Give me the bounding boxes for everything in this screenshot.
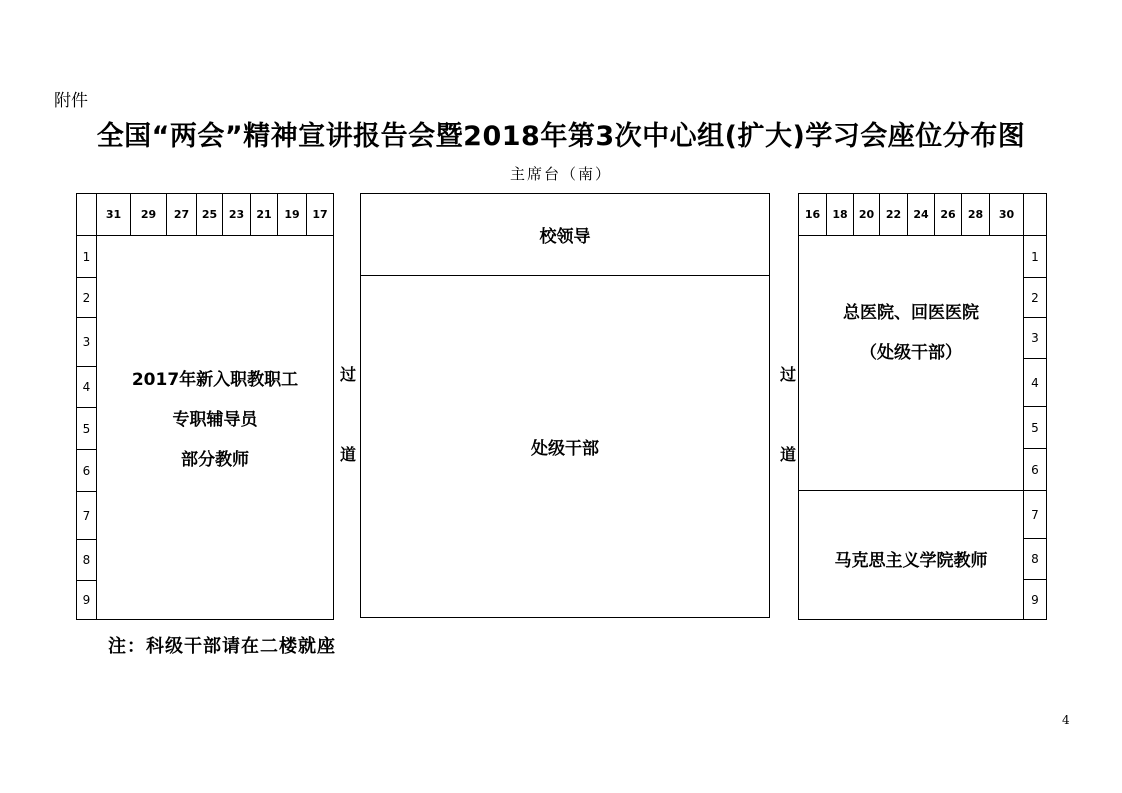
school-leaders-area: 校领导	[361, 194, 769, 276]
left-section-label	[97, 236, 334, 620]
right-corner-cell	[1024, 194, 1047, 236]
right-row-number: 8	[1024, 539, 1047, 580]
left-aisle-bottom: 道	[339, 445, 356, 464]
right-row-number: 7	[1024, 491, 1047, 539]
left-row-number: 7	[77, 492, 97, 540]
right-seat-number: 18	[827, 194, 854, 236]
left-corner-cell	[77, 194, 97, 236]
marxism-school-area: 马克思主义学院教师	[799, 491, 1024, 620]
left-seat-number: 25	[197, 194, 223, 236]
center-seating-section	[360, 193, 770, 618]
left-seating-section	[76, 193, 334, 620]
right-aisle-bottom: 道	[779, 445, 796, 464]
right-seating-section	[798, 193, 1047, 620]
left-row-number: 2	[77, 278, 97, 318]
page-title: 全国“两会”精神宣讲报告会暨2018年第3次中心组(扩大)学习会座位分布图	[96, 121, 1026, 152]
footnote: 注：科级干部请在二楼就座	[108, 636, 336, 657]
right-seat-number: 22	[880, 194, 908, 236]
right-row-number: 3	[1024, 318, 1047, 359]
left-seat-number: 21	[251, 194, 278, 236]
left-label-line: 专职辅导员	[172, 409, 258, 430]
left-seat-number: 23	[223, 194, 251, 236]
left-label-line: 2017年新入职教职工	[131, 369, 299, 390]
hospitals-label-line: （处级干部）	[860, 343, 962, 363]
hospitals-label-line: 总医院、回医医院	[843, 303, 979, 323]
left-row-number: 8	[77, 540, 97, 581]
left-row-number: 5	[77, 408, 97, 450]
left-seat-number: 27	[167, 194, 197, 236]
right-row-number: 6	[1024, 449, 1047, 491]
left-row-number: 3	[77, 318, 97, 367]
left-label-line: 部分教师	[181, 449, 249, 470]
left-row-number: 1	[77, 236, 97, 278]
right-row-number: 9	[1024, 580, 1047, 620]
right-row-number: 5	[1024, 407, 1047, 449]
left-seat-number: 29	[131, 194, 167, 236]
division-cadres-area: 处级干部	[531, 438, 599, 459]
page-number: 4	[1062, 713, 1070, 727]
right-seat-number: 28	[962, 194, 990, 236]
left-seat-number: 31	[97, 194, 131, 236]
left-aisle-top: 过	[339, 365, 356, 384]
left-seat-number: 17	[307, 194, 334, 236]
left-row-number: 4	[77, 367, 97, 408]
right-aisle-top: 过	[779, 365, 796, 384]
right-seat-number: 16	[799, 194, 827, 236]
attachment-label: 附件	[54, 91, 88, 111]
right-seat-number: 30	[990, 194, 1024, 236]
right-seat-number: 20	[854, 194, 880, 236]
left-row-number: 6	[77, 450, 97, 492]
right-row-number: 1	[1024, 236, 1047, 278]
podium-label: 主席台（南）	[509, 165, 612, 183]
hospitals-area	[799, 236, 1024, 491]
right-row-number: 2	[1024, 278, 1047, 318]
right-row-number: 4	[1024, 359, 1047, 407]
left-row-number: 9	[77, 581, 97, 620]
left-seat-number: 19	[278, 194, 307, 236]
right-seat-number: 24	[908, 194, 935, 236]
right-seat-number: 26	[935, 194, 962, 236]
